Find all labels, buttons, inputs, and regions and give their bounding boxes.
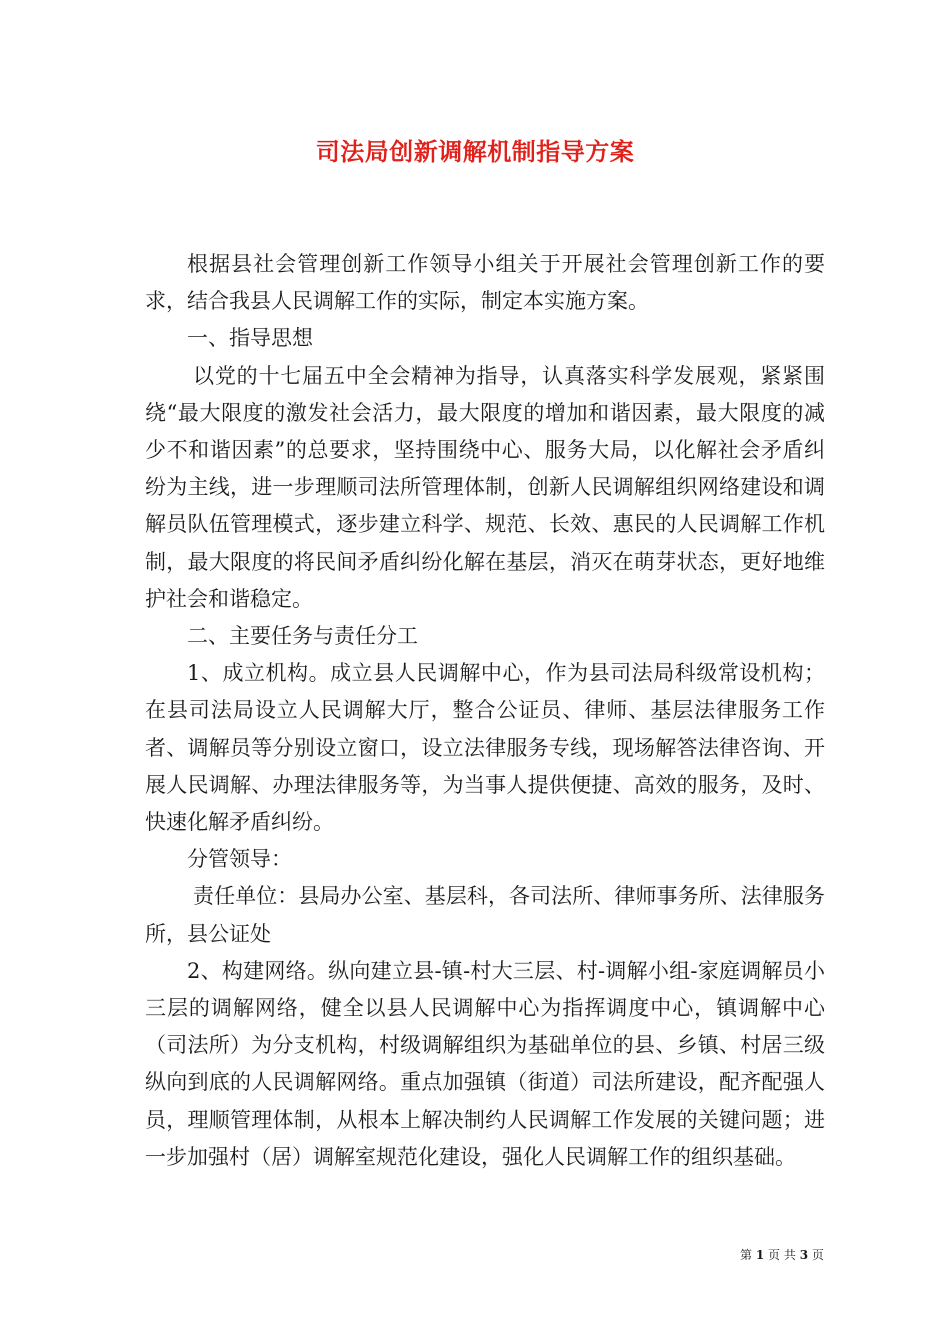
current-page-number: 1 (755, 1248, 765, 1262)
guiding-ideology-paragraph: 以党的十七届五中全会精神为指导，认真落实科学发展观，紧紧围绕“最大限度的激发社会活力，最大限度的增加和谐因素，最大限度的减少不和谐因素”的总要求，坚持围绕中心、服务大局，以化解社会矛盾纠纷为主线，进一步理顺司法所管理体制，创新人民调解组织网络建设和调解员队伍管理模式，逐步建立科学、规范、长效、惠民的人民调解工作机制，最大限度的将民间矛盾纠纷化解在基层，消灭在萌芽状态，更好地维护社会和谐稳定。 (145, 363, 825, 611)
intro-paragraph: 根据县社会管理创新工作领导小组关于开展社会管理创新工作的要求，结合我县人民调解工作的实际，制定本实施方案。 (145, 252, 825, 314)
task-2-paragraph: 2、构建网络。纵向建立县-镇-村大三层、村-调解小组-家庭调解员小三层的调解网络，健全以县人民调解中心为指挥调度中心，镇调解中心（司法所）为分支机构，村级调解组织为基础单位的县、乡镇、村居三级纵向到底的人民调解网络。重点加强镇（街道）司法所建设，配齐配强人员，理顺管理体制，从根本上解决制约人民调解工作发展的关键问题；进一步加强村（居）调解室规范化建设，强化人民调解工作的组织基础。 (145, 958, 825, 1169)
footer-suffix: 页 (811, 1248, 824, 1262)
leader-label: 分管领导： (187, 847, 292, 872)
footer-middle: 页 共 (768, 1248, 796, 1262)
footer-prefix: 第 (740, 1248, 753, 1262)
section-heading-main-tasks: 二、主要任务与责任分工 (187, 624, 418, 649)
total-pages-number: 3 (799, 1248, 809, 1262)
page-number-footer (740, 1246, 824, 1263)
responsible-units-paragraph: 责任单位：县局办公室、基层科，各司法所、律师事务所、法律服务所，县公证处 (145, 884, 825, 946)
document-body (145, 246, 825, 1176)
task-1-paragraph: 1、成立机构。成立县人民调解中心，作为县司法局科级常设机构；在县司法局设立人民调解大厅，整合公证员、律师、基层法律服务工作者、调解员等分别设立窗口，设立法律服务专线，现场解答法律咨询、开展人民调解、办理法律服务等，为当事人提供便捷、高效的服务，及时、快速化解矛盾纠纷。 (145, 661, 825, 835)
section-heading-guiding-ideology: 一、指导思想 (187, 326, 313, 351)
document-title: 司法局创新调解机制指导方案 (315, 137, 635, 166)
